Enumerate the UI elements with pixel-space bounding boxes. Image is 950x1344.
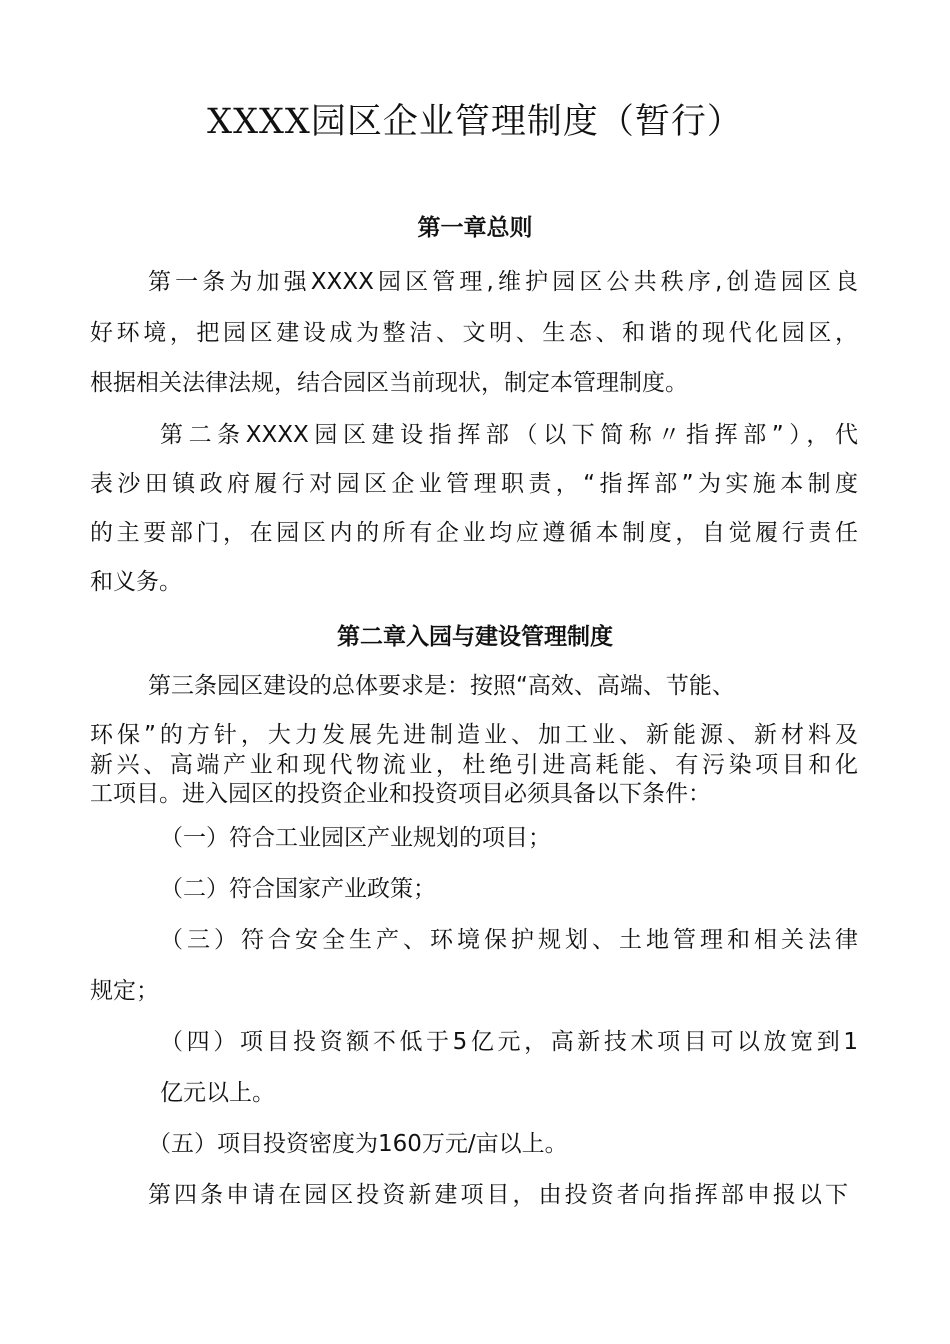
condition-3-line-1: （三）符合安全生产、环境保护规划、土地管理和相关法律	[160, 927, 858, 953]
condition-4-line-1: （四）项目投资额不低于5亿元，高新技术项目可以放宽到1	[160, 1029, 858, 1055]
article-2-line-4: 和义务。	[90, 569, 182, 595]
article-3-line-2: 环保”的方针，大力发展先进制造业、加工业、新能源、新材料及	[90, 722, 858, 748]
document-title: XXXX园区企业管理制度（暂行）	[207, 102, 743, 142]
article-1-line-1: 第一条为加强XXXX园区管理,维护园区公共秩序,创造园区良	[148, 269, 858, 295]
article-2-line-2: 表沙田镇政府履行对园区企业管理职责，“指挥部”为实施本制度	[90, 471, 858, 497]
article-3-line-1: 第三条园区建设的总体要求是：按照“高效、高端、节能、	[148, 673, 735, 699]
condition-4-line-2: 亿元以上。	[160, 1080, 275, 1106]
condition-2: （二）符合国家产业政策；	[160, 876, 436, 902]
article-1-line-2: 好环境，把园区建设成为整洁、文明、生态、和谐的现代化园区，	[90, 320, 858, 346]
chapter-1-heading: 第一章总则	[417, 215, 533, 241]
condition-1: （一）符合工业园区产业规划的项目；	[160, 825, 551, 851]
article-1-line-3: 根据相关法律法规，结合园区当前现状，制定本管理制度。	[90, 370, 688, 396]
article-3-line-4: 工项目。进入园区的投资企业和投资项目必须具备以下条件：	[90, 781, 711, 807]
chapter-2-heading: 第二章入园与建设管理制度	[337, 624, 613, 650]
article-2-line-1: 第二条XXXX园区建设指挥部（以下简称〃指挥部”），代	[160, 422, 858, 448]
condition-5: （五）项目投资密度为160万元/亩以上。	[148, 1131, 568, 1157]
article-4-line-1: 第四条申请在园区投资新建项目，由投资者向指挥部申报以下	[148, 1182, 848, 1208]
article-3-line-3: 新兴、高端产业和现代物流业，杜绝引进高耗能、有污染项目和化	[90, 752, 858, 778]
article-2-line-3: 的主要部门，在园区内的所有企业均应遵循本制度，自觉履行责任	[90, 520, 858, 546]
condition-3-line-2: 规定；	[90, 978, 159, 1004]
